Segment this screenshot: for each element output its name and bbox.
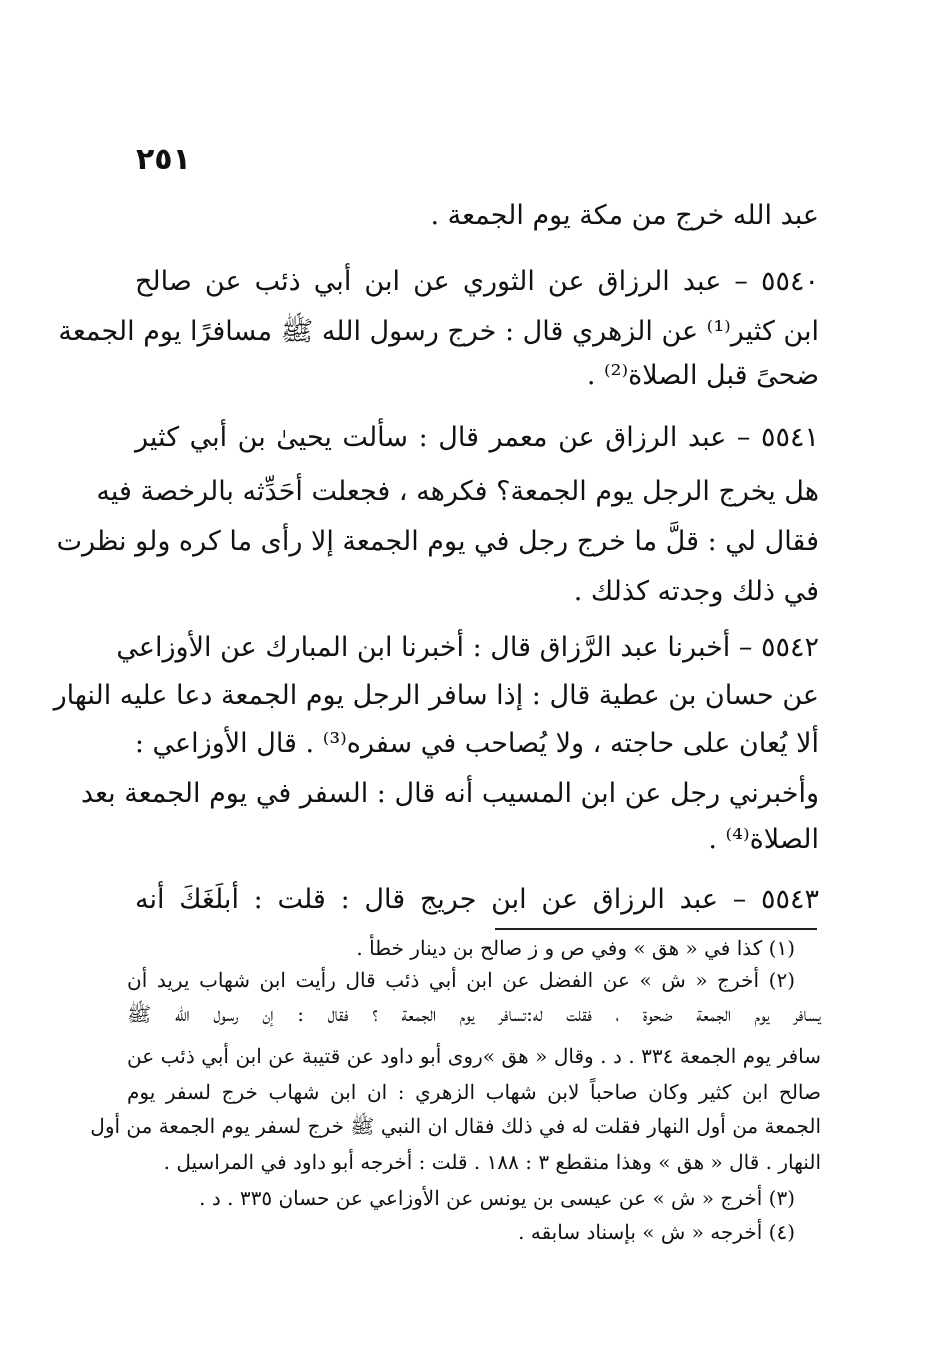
text-line: عبد الله خرج من مكة يوم الجمعة . — [430, 200, 819, 231]
text-line: فقال لي : قلَّ ما خرج رجل في يوم الجمعة إلا رأى ما كره ولو نظرت — [56, 526, 819, 557]
text-line: وأخبرني رجل عن ابن المسيب أنه قال : السفر في يوم الجمعة بعد — [80, 778, 819, 809]
footnote-separator — [495, 928, 817, 930]
footnote-line: (٤) أخرجه « ش » بإسناد سابقه . — [518, 1220, 795, 1244]
text-line: هل يخرج الرجل يوم الجمعة؟ فكرهه ، فجعلت أحَدِّثه بالرخصة فيه — [96, 476, 819, 507]
text-line: الصلاة⁽⁴⁾ . — [708, 824, 819, 855]
footnote-line: (٣) أخرج « ش » عن عيسى بن يونس عن الأوزاعي عن حسان ٣٣٥ . د . — [199, 1186, 795, 1210]
text-line: ابن كثير⁽¹⁾ عن الزهري قال : خرج رسول الله ﷺ مسافرًا يوم الجمعة — [58, 316, 819, 347]
text-line: ألا يُعان على حاجته ، ولا يُصاحب في سفره⁽³⁾ . قال الأوزاعي : — [134, 728, 819, 759]
footnote-line: النهار . قال « هق » وهذا منقطع ٣ : ١٨٨ . قلت : أخرجه أبو داود في المراسيل . — [163, 1150, 821, 1174]
text-line: ٥٥٤٢ – أخبرنا عبد الرَّزاق قال : أخبرنا ابن المبارك عن الأوزاعي — [116, 632, 819, 663]
footnote-line: سافر يوم الجمعة ٣٣٤ . د . وقال « هق »روى أبو داود عن قتيبة عن ابن أبي ذئب عن — [127, 1044, 822, 1068]
text-line: في ذلك وجدته كذلك . — [573, 576, 819, 607]
footnote-line: يسافر يوم الجمعة ضحوة ، فقلت له:تسافر يوم الجمعة ؟ فقال : إن رسول الله ﷺ — [127, 1002, 821, 1026]
footnote-line: صالح ابن كثير وكان صاحباً لابن شهاب الزهري : ان ابن شهاب خرج لسفر يوم — [127, 1080, 821, 1104]
footnote-line: الجمعة من أول النهار فقلت له في ذلك فقال ان النبي ﷺ خرج لسفر يوم الجمعة من أول — [90, 1114, 821, 1138]
text-line: ٥٥٤٣ – عبد الرزاق عن ابن جريج قال : قلت : أبلَغَكَ أنه — [135, 884, 819, 915]
text-line: ٥٥٤١ – عبد الرزاق عن معمر قال : سألت يحيىٰ بن أبي كثير — [135, 422, 819, 453]
footnote-line: (٢) أخرج « ش » عن الفضل عن ابن أبي ذئب قال رأيت ابن شهاب يريد أن — [127, 968, 795, 992]
page-number: ٢٥١ — [136, 142, 191, 177]
footnote-line: (١) كذا في « هق » وفي ص و ز صالح بن دينار خطأ . — [356, 936, 795, 960]
text-line: ضحىً قبل الصلاة⁽²⁾ . — [586, 360, 819, 391]
text-line: عن حسان بن عطية قال : إذا سافر الرجل يوم الجمعة دعا عليه النهار — [53, 680, 819, 711]
text-line: ٥٥٤٠ – عبد الرزاق عن الثوري عن ابن أبي ذئب عن صالح — [135, 266, 819, 297]
